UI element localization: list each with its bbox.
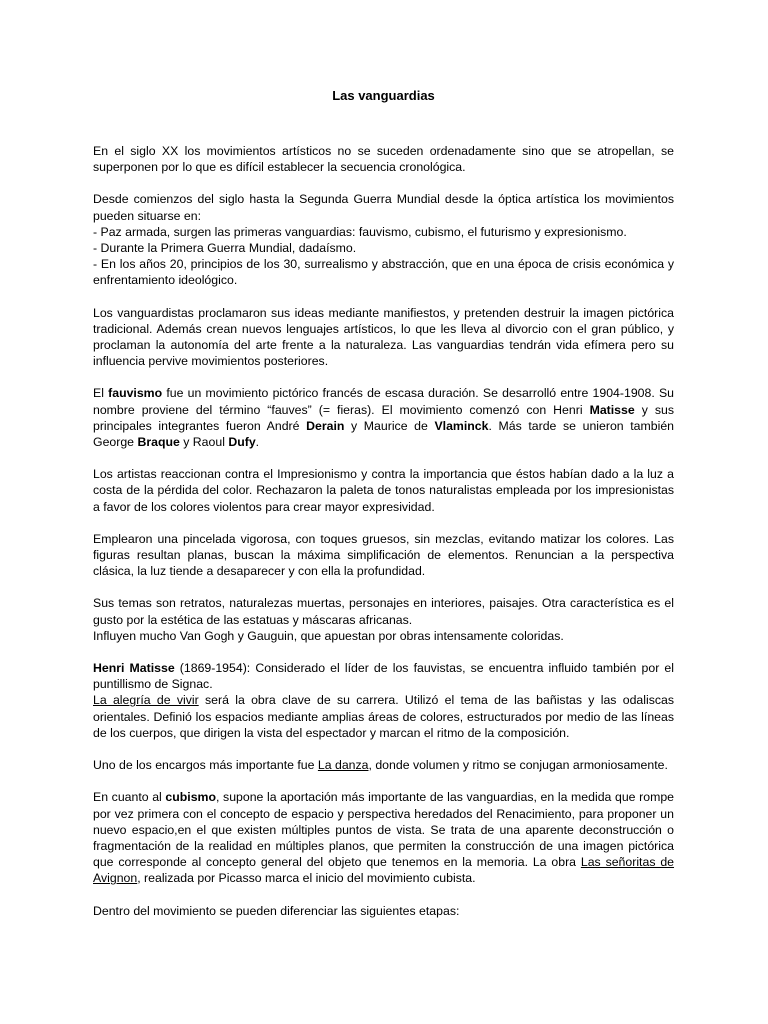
paragraph-vanguardists: Los vanguardistas proclamaron sus ideas mediante manifiestos, y pretenden destruir la imagen pictórica tradicional. Además crean nuevos lenguajes artísticos, lo que les lleva al divorcio con el gran público, y proclaman la autonomía del arte frente a la naturaleza. Las vanguardias tendrán vida efímera pero su influencia pervive movimientos posteriores. bbox=[93, 305, 674, 369]
text-run: . Más tarde se unieron también George bbox=[93, 418, 675, 450]
paragraph-technique: Emplearon una pincelada vigorosa, con toques gruesos, sin mezclas, evitando matizar los colores. Las figuras resultan planas, buscan la máxima simplificación de elementos. Renuncian a la perspectiva clásica, la luz tiende a desaparecer y con ella la profundidad. bbox=[93, 531, 674, 579]
paragraph-cubism bbox=[93, 789, 674, 886]
list-item: - Paz armada, surgen las primeras vanguardias: fauvismo, cubismo, el futurismo y expresionismo. bbox=[93, 224, 627, 239]
name-matisse: Matisse bbox=[589, 402, 635, 417]
text-run: , supone la aportación más importante de las vanguardias, en la medida que rompe por vez primera con el concepto de espacio y perspectiva heredados del Renacimiento, para proponer un nuevo espacio,en el que existen múltiples puntos de vista. Se trata de una aparente deconstrucción o fragmentación de la realidad en múltiples planos, que permiten la construcción de una imagen pictórica que corresponde al concepto general del objeto que tenemos en la memoria. La obra bbox=[93, 790, 674, 870]
work-title-avignon: Las señoritas de Avignon bbox=[93, 855, 675, 886]
name-vlaminck: Vlaminck bbox=[434, 418, 489, 433]
text-run: , realizada por Picasso marca el inicio del movimiento cubista. bbox=[137, 871, 476, 886]
text-run: (1869-1954): Considerado el líder de los fauvistas, se encuentra influido también por el puntillismo de Signac. bbox=[93, 661, 674, 692]
text-run: Sus temas son retratos, naturalezas muertas, personajes en interiores, paisajes. Otra característica es el gusto por la estética de las estatuas y máscaras africanas. bbox=[93, 596, 674, 627]
text-run: , donde volumen y ritmo se conjugan armoniosamente. bbox=[368, 758, 668, 773]
periods-intro: Desde comienzos del siglo hasta la Segunda Guerra Mundial desde la óptica artística los movimientos pueden situarse en: bbox=[93, 192, 674, 223]
text-run: y sus principales integrantes fueron André bbox=[93, 402, 675, 433]
paragraph-themes bbox=[93, 595, 674, 644]
paragraph-stages: Dentro del movimiento se pueden diferenciar las siguientes etapas: bbox=[93, 903, 460, 918]
paragraph-periods bbox=[93, 191, 674, 288]
paragraph-intro: En el siglo XX los movimientos artísticos no se suceden ordenadamente sino que se atropellan, se superponen por lo que es difícil establecer la secuencia cronológica. bbox=[93, 144, 674, 175]
text-run: será la obra clave de su carrera. Utilizó el tema de las bañistas y las odaliscas orientales. Definió los espacios mediante amplias áreas de colores, estructurados por medio de las líneas de los cuerpos, que dirigen la vista del espectador y marcan el ritmo de la composición. bbox=[93, 693, 674, 740]
text-run: y Raoul bbox=[179, 435, 229, 450]
text-run: fue un movimiento pictórico francés de escasa duración. Se desarrolló entre 1904-1908. Su nombre proviene del término “fauves” (= fieras). El movimiento comenzó con Henri bbox=[93, 386, 674, 417]
name-braque: Braque bbox=[137, 435, 180, 450]
name-dufy: Dufy bbox=[228, 435, 256, 450]
term-fauvismo: fauvismo bbox=[108, 386, 163, 401]
name-henri-matisse: Henri Matisse bbox=[93, 661, 175, 676]
paragraph-matisse bbox=[93, 660, 674, 741]
paragraph-danza bbox=[93, 757, 674, 773]
page-title: Las vanguardias bbox=[332, 88, 435, 103]
work-title-alegria: La alegría de vivir bbox=[93, 693, 199, 708]
text-run: Influyen mucho Van Gogh y Gauguin, que apuestan por obras intensamente coloridas. bbox=[93, 628, 564, 643]
paragraph-reaction: Los artistas reaccionan contra el Impresionismo y contra la importancia que éstos habían dado a la luz a costa de la pérdida del color. Rechazaron la paleta de tonos naturalistas empleada por los impresionistas a favor de los colores violentos para crear mayor expresividad. bbox=[93, 467, 674, 514]
text-run: El bbox=[93, 386, 109, 401]
text-run: Uno de los encargos más importante fue bbox=[93, 758, 318, 773]
text-run: En cuanto al bbox=[93, 790, 166, 805]
paragraph-fauvism bbox=[93, 385, 674, 450]
text-run: . bbox=[255, 435, 260, 450]
work-title-danza: La danza bbox=[317, 758, 369, 773]
list-item: - Durante la Primera Guerra Mundial, dadaísmo. bbox=[93, 241, 357, 256]
term-cubismo: cubismo bbox=[165, 790, 216, 805]
text-run: y Maurice de bbox=[344, 418, 435, 433]
list-item: - En los años 20, principios de los 30, surrealismo y abstracción, que en una época de crisis económica y enfrentamiento ideológico. bbox=[93, 257, 674, 288]
name-derain: Derain bbox=[306, 418, 345, 433]
